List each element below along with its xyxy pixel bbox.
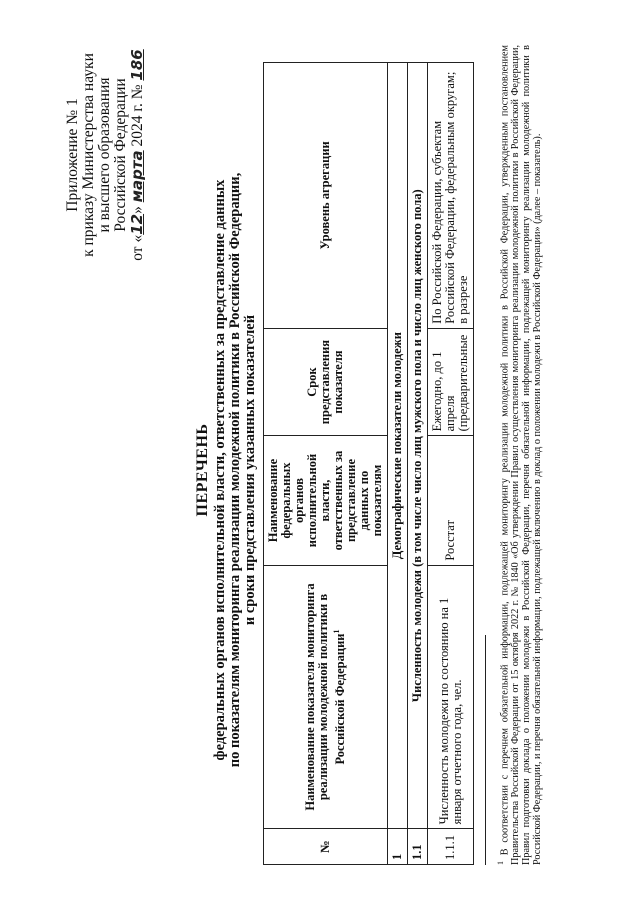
section-1-1-label: Численность молодежи (в том числе число лиц мужского пола и число лиц женского пола) — [408, 63, 428, 829]
appendix-header — [65, 30, 146, 280]
appendix-line-2: к приказу Министерства науки — [80, 53, 97, 257]
indicators-table — [263, 62, 474, 865]
document-title — [195, 120, 258, 820]
appendix-line-3: и высшего образования — [96, 77, 113, 233]
title-heading: ПЕРЕЧЕНЬ — [194, 423, 211, 517]
table-header-row — [264, 63, 388, 865]
appendix-line-1: Приложение № 1 — [64, 98, 81, 212]
header-term: Срок представления показателя — [264, 328, 388, 436]
date-year: 2024 г. № — [129, 80, 146, 151]
header-aggregation-level: Уровень агрегации — [264, 63, 388, 329]
title-line-1: федеральных органов исполнительной власти, ответственных за представление данных — [212, 179, 228, 761]
row-1-1-1-name: Численность молодежи по состоянию на 1 января отчетного года, чел. — [428, 565, 474, 829]
row-1-1-1-org: Росстат — [428, 436, 474, 565]
date-prefix: от « — [129, 234, 146, 261]
header-num: № — [264, 829, 388, 865]
appendix-line-4: Российской Федерации — [112, 78, 129, 232]
header-responsible-org: Наименование федеральных органов исполнительной власти, ответственных за представление данных по показателям — [264, 436, 388, 565]
row-1-1-1-num: 1.1.1 — [428, 829, 474, 865]
row-1-1-1-level: По Российской Федерации, субъектам Российской Федерации, федеральным округам; в разрезе — [428, 63, 474, 329]
date-mid: » — [129, 206, 146, 214]
order-number: 186 — [128, 49, 146, 81]
section-row-1 — [388, 63, 408, 865]
section-1-1-num: 1.1 — [408, 829, 428, 865]
section-row-1-1 — [408, 63, 428, 865]
date-month: марта — [128, 150, 146, 203]
section-1-num: 1 — [388, 829, 408, 865]
footnote — [495, 45, 543, 865]
title-line-2: по показателям мониторинга реализации молодежной политики в Российской Федерации, — [227, 172, 243, 768]
header-name-text: Наименование показателя мониторинга реализации молодежной политики в Российской Федерации — [302, 583, 348, 811]
footnote-mark: 1 — [496, 861, 505, 865]
footnote-text: В соответствии с перечнем обязательной информации, подлежащей мониторингу реализации молодежной политики в Российской Федерации, утвержденным постановлением Правительства Российской Федерации от 15 октября 2022 г. № 1840 «Об утверждении Правил осуществления мониторинга реализации молодежной политики в Российской Федерации, Правил подготовки доклада о положении молодежи в Российской Федерации, перечня обязательной информации, подлежащей мониторингу реализации молодежной политики в Российской Федерации, и перечня обязательной информации, подлежащей включению в доклад о положении молодежи в Российской Федерации» (далее – показатель). — [499, 45, 544, 865]
header-indicator-name — [264, 565, 388, 829]
date-day: 12 — [128, 213, 146, 235]
appendix-date-line — [129, 30, 146, 280]
section-1-label: Демографические показатели молодежи — [388, 63, 408, 829]
title-line-3: и сроки представления указанных показателей — [242, 314, 258, 626]
row-1-1-1-term: Ежегодно, до 1 апреля (предварительные — [428, 328, 474, 436]
table-row — [428, 63, 474, 865]
header-name-footnote-mark: 1 — [331, 629, 341, 634]
footnote-divider — [485, 635, 486, 865]
